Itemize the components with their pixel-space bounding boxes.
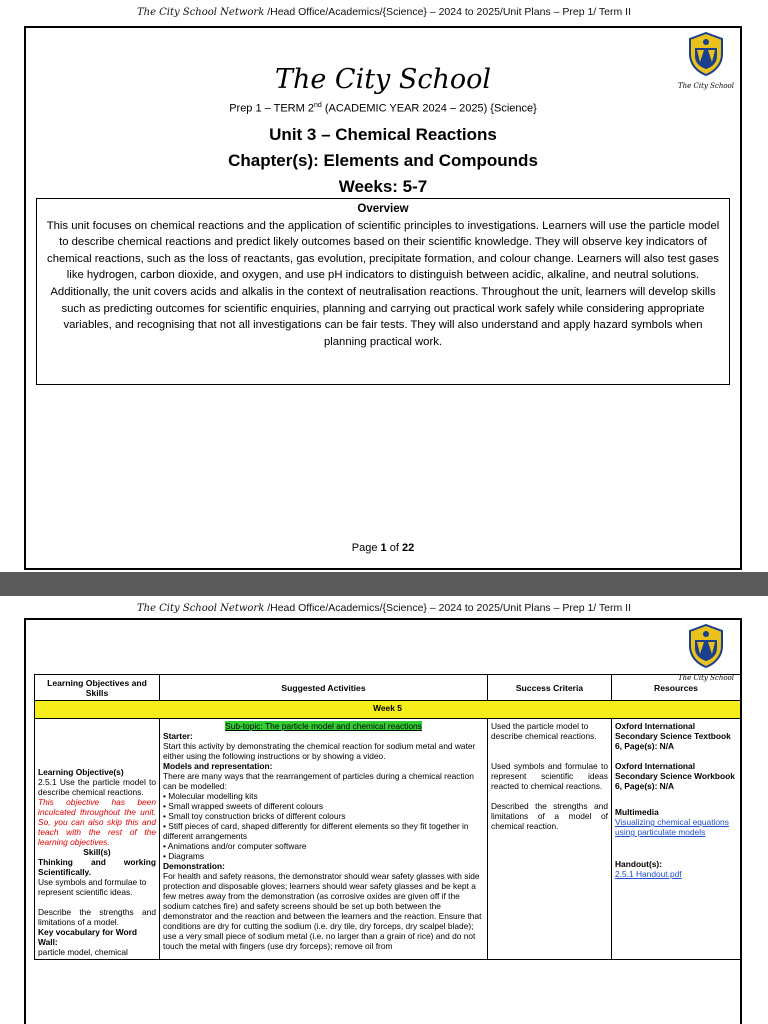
handout-link[interactable]: 2.5.1 Handout.pdf: [615, 869, 682, 879]
lo-note: This objective has been inculcated throughout the unit. So, you can also skip this and teach with the rest of the learning objectives.: [38, 797, 156, 847]
logo-name: The City School: [677, 82, 735, 90]
weeks-title: Weeks: 5-7: [338, 177, 428, 196]
criterion: Used symbols and formulae to represent scientific ideas reacted to chemical reactions.: [491, 761, 608, 791]
unit-plan-table: [34, 674, 741, 960]
resource-workbook: Oxford International Secondary Science Workbook 6, Page(s): N/A: [615, 761, 735, 791]
page-of: of: [386, 542, 402, 554]
logo-name-2: The City School: [677, 674, 735, 682]
network-name-2: The City School Network: [136, 603, 265, 614]
page-2-frame: [24, 618, 742, 1024]
resources-cell: [612, 719, 741, 960]
vocab-heading: Key vocabulary for Word Wall:: [38, 927, 137, 947]
network-name: The City School Network: [136, 7, 265, 18]
column-header: Resources: [612, 675, 741, 701]
criterion: Described the strengths and limitations of a model of chemical reaction.: [491, 801, 608, 831]
page-number: [26, 542, 740, 554]
school-name: The City School: [274, 64, 492, 95]
skill-item: Describe the strengths and limitations of a model.: [38, 907, 156, 927]
term-line: [26, 102, 740, 115]
vocab-list: particle model, chemical: [38, 947, 128, 957]
page-2: [0, 596, 768, 1024]
models-text: There are many ways that the rearrangement of particles during a chemical reaction can be modelled:: [163, 771, 474, 791]
table-row: [35, 719, 741, 960]
overview-paragraph-2: Additionally, the unit covers acids and alkalis in the context of neutralisation reactions. Throughout the unit, learners will develop skills such as predicting outcomes for scientific enquiries, planning and carrying out practical work safely while considering appropriate variables, and recognising that not all investigations can be fair tests. They will also understand and apply hazard symbols when planning practical work.: [50, 285, 716, 348]
subtopic-title: Sub-topic: The particle model and chemical reactions: [225, 721, 422, 731]
column-header: Learning Objectives and Skills: [35, 675, 160, 701]
header-path: /Head Office/Academics/{Science} – 2024 to 2025/Unit Plans – Prep 1/ Term II: [264, 6, 632, 18]
handout-heading: Handout(s):: [615, 859, 662, 869]
lo-heading: Learning Objective(s): [38, 767, 124, 777]
term-superscript: nd: [313, 102, 322, 109]
unit-title: Unit 3 – Chemical Reactions: [269, 125, 497, 144]
column-header: Suggested Activities: [160, 675, 488, 701]
running-header: [0, 6, 768, 18]
demo-heading: Demonstration:: [163, 861, 225, 871]
criteria-cell: [488, 719, 612, 960]
header-path-2: /Head Office/Academics/{Science} – 2024 to 2025/Unit Plans – Prep 1/ Term II: [264, 602, 632, 614]
overview-box: [36, 198, 730, 385]
skills-subheading: Thinking and working Scientifically.: [38, 857, 156, 877]
week-label: Week 5: [35, 701, 741, 719]
term-year: (ACADEMIC YEAR 2024 – 2025) {Science}: [321, 102, 537, 115]
overview-title: Overview: [357, 203, 409, 215]
page-label: Page: [351, 542, 381, 554]
running-header-2: [0, 602, 768, 614]
chapter-title: Chapter(s): Elements and Compounds: [228, 151, 538, 170]
skills-heading: Skill(s): [83, 847, 111, 857]
table-header-row: [35, 675, 741, 701]
week-row: [35, 701, 741, 719]
term-label: Prep 1 – TERM 2: [229, 102, 314, 115]
list-item: • Stiff pieces of card, shaped differently for different elements so they fit together in different arrangements: [163, 821, 469, 841]
lo-text: 2.5.1 Use the particle model to describe chemical reactions.: [38, 777, 156, 797]
list-item: • Animations and/or computer software: [163, 841, 307, 851]
overview-paragraph-1: This unit focuses on chemical reactions and the application of scientific principles to investigations. Learners will use the particle model to describe chemical reactions and predict likely outcomes based on their scientific knowledge. They will observe key indicators of chemical reactions, such as the loss of reactants, gas evolution, precipitate formation, and colour change. Learners will also test gases like hydrogen, carbon dioxide, and oxygen, and use pH indicators to distinguish between acidic, alkaline, and neutral solutions.: [46, 219, 720, 282]
activities-cell: [160, 719, 488, 960]
criterion: Used the particle model to describe chemical reactions.: [491, 721, 597, 741]
list-item: • Small wrapped sweets of different colours: [163, 801, 324, 811]
objectives-cell: [35, 719, 160, 960]
list-item: • Small toy construction bricks of different colours: [163, 811, 346, 821]
multimedia-link[interactable]: Visualizing chemical equations using particulate models: [615, 817, 729, 837]
column-header: Success Criteria: [488, 675, 612, 701]
skill-item: Use symbols and formulae to represent scientific ideas.: [38, 877, 147, 897]
demo-text: For health and safety reasons, the demonstrator should wear safety glasses with side protection and disposable gloves; learners should wear safety glasses and be kept a few metres away from the demonstration (as corrosive oxides are given off if the sodium catches fire) and safety screens should be set up both between the demonstrator and the reaction and between the learners and the reaction. Ensure that conditions are dry for cutting the sodium (i.e. dry tile, dry forceps, dry scalpel blade); use a very small piece of sodium metal (i.e. no larger than a grain of rice) and do not touch the metal with fingers (use dry forceps); remove oil from: [163, 871, 482, 951]
resource-textbook: Oxford International Secondary Science Textbook 6, Page(s): N/A: [615, 721, 731, 751]
multimedia-heading: Multimedia: [615, 807, 659, 817]
list-item: • Molecular modelling kits: [163, 791, 258, 801]
crest-icon: [687, 624, 725, 668]
starter-text: Start this activity by demonstrating the chemical reaction for sodium metal and water either using the following instructions or by showing a video.: [163, 741, 476, 761]
page-total: 22: [401, 542, 415, 554]
models-heading: Models and representation:: [163, 761, 273, 771]
list-item: • Diagrams: [163, 851, 205, 861]
starter-heading: Starter:: [163, 731, 193, 741]
page-current: 1: [380, 542, 387, 554]
page-1-frame: [24, 26, 742, 570]
